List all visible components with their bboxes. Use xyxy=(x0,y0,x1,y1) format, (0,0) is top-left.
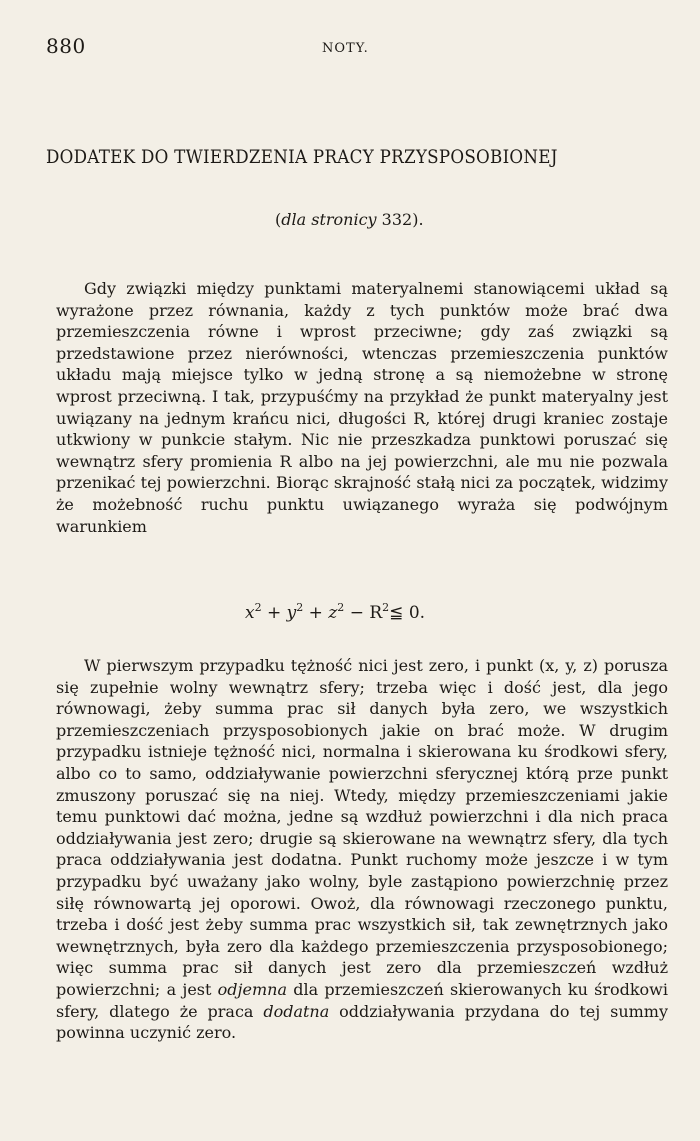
running-title: NOTY. xyxy=(322,41,369,56)
paragraph-2: W pierwszym przypadku tężność nici jest zero, i punkt (x, y, z) porusza się zupełnie wolny wewnątrz sfery; trzeba więc i dość jest, dla jego równowagi, żeby summa prac sił danych była zero, we wszystkich przemieszczeniach przysposobionych jakie on brać może. W drugim przypadku istnieje tężność nici, normalna i skierowana ku środkowi sfery, albo co to samo, oddziaływanie powierzchni sferycznej którą prze punkt zmuszony poruszać się na niej. Wtedy, między przemieszczeniami jakie temu punktowi dać można, jedne są wzdłuż powierzchni i dla nich praca oddziaływania jest zero; drugie są skierowane na wewnątrz sfery, dla tych praca oddziaływania jest dodatna. Punkt ruchomy może jeszcze i w tym przypadku być uważany jako wolny, byle zastąpiono powierzchnię przez siłę równowartą jej oporowi. Owoż, dla równowagi rzeczonego punktu, trzeba i dość jest żeby summa prac wszystkich sił, tak zewnętrznych jako wewnętrznych, była zero dla każdego przemieszczenia przysposobionego; więc summa prac sił danych jest zero dla przemieszczeń wzdłuż powierzchni; a jest odjemna dla przemieszczeń skierowanych ku środkowi sfery, dlatego że praca dodatna oddziaływania przydana do tej summy powinna uczynić zero. xyxy=(56,656,669,1043)
subtitle-prefix: ( xyxy=(275,210,282,229)
subtitle-suffix: 332). xyxy=(376,210,424,229)
page-number: 880 xyxy=(46,34,86,58)
italic-word-dodatna: dodatna xyxy=(263,1001,330,1021)
section-title: DODATEK DO TWIERDZENIA PRACY PRZYSPOSOBIONEJ xyxy=(46,146,558,168)
paragraph-1: Gdy związki między punktami materyalnemi stanowiącemi układ są wyrażone przez równania, każdy z tych punktów może brać dwa przemieszczenia równe i wprost przeciwne; gdy zaś związki są przedstawione przez nierówności, wtenczas przemieszczenia punktów układu mają miejsce tylko w jedną stronę a są niemożebne w stronę wprost przeciwną. I tak, przypuśćmy na przykład że punkt materyalny jest uwiązany na jednym krańcu nici, długości R, której drugi kraniec zostaje utkwiony w punkcie stałym. Nic nie przeszkadza punktowi poruszać się wewnątrz sfery promienia R albo na jej powierzchni, ale mu nie pozwala przenikać tej powierzchni. Biorąc skrajność stałą nici za początek, widzimy że możebność ruchu punktu uwiązanego wyraża się podwójnym warunkiem xyxy=(56,279,668,536)
inequality-formula: $x^2 + y^2 + z^2$ − $R^2≦$ 0. xyxy=(245,601,426,623)
subtitle-italic: dla stronicy xyxy=(281,210,377,229)
show-through-text xyxy=(470,70,475,88)
section-subtitle xyxy=(275,210,424,229)
italic-word-odjemna: odjemna xyxy=(217,979,287,999)
